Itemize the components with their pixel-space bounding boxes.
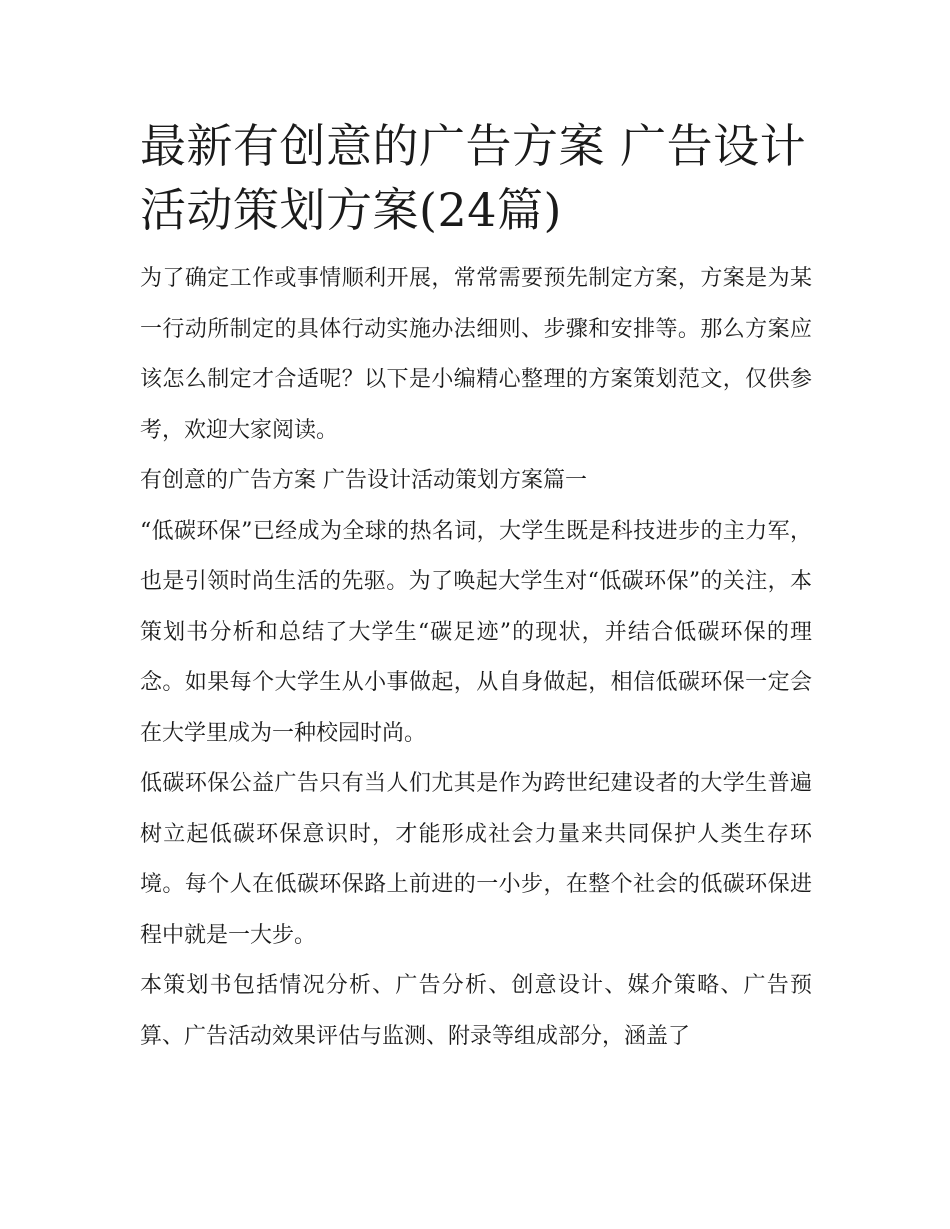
- section-heading: 有创意的广告方案 广告设计活动策划方案篇一: [140, 468, 587, 493]
- document-content: [140, 114, 812, 1062]
- body-paragraph-2: 低碳环保公益广告只有当人们尤其是作为跨世纪建设者的大学生普遍树立起低碳环保意识时，才能形成社会力量来共同保护人类生存环境。每个人在低碳环保路上前进的一小步，在整个社会的低碳环保进程中就是一大步。: [140, 771, 812, 948]
- body-paragraph-1: “低碳环保”已经成为全球的热名词，大学生既是科技进步的主力军，也是引领时尚生活的先驱。为了唤起大学生对“低碳环保”的关注，本策划书分析和总结了大学生“碳足迹”的现状，并结合低碳环保的理念。如果每个大学生从小事做起，从自身做起，相信低碳环保一定会在大学里成为一种校园时尚。: [140, 518, 812, 746]
- intro-paragraph: 为了确定工作或事情顺利开展，常常需要预先制定方案，方案是为某一行动所制定的具体行动实施办法细则、步骤和安排等。那么方案应该怎么制定才合适呢？以下是小编精心整理的方案策划范文，仅供参考，欢迎大家阅读。: [140, 266, 812, 443]
- document-title: 最新有创意的广告方案 广告设计活动策划方案(24篇): [140, 119, 807, 237]
- body-paragraph-3: 本策划书包括情况分析、广告分析、创意设计、媒介策略、广告预算、广告活动效果评估与监测、附录等组成部分，涵盖了: [140, 973, 812, 1049]
